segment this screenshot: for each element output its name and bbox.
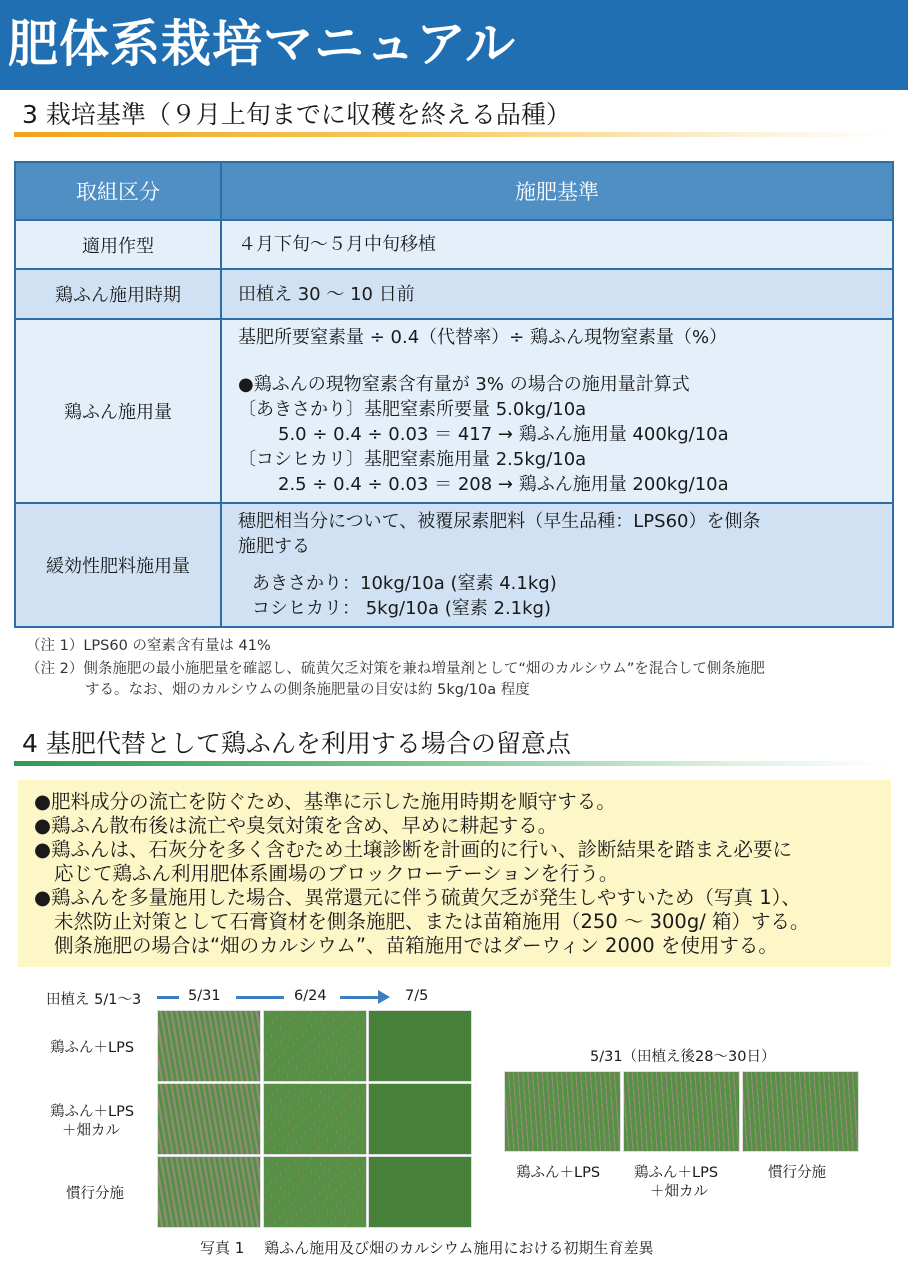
row-key: 適用作型 (15, 220, 221, 269)
field-photo (504, 1071, 621, 1152)
field-photo (368, 1010, 472, 1082)
spacer (238, 559, 892, 571)
table-row (15, 269, 893, 319)
header-banner (0, 0, 908, 90)
calc-line: 2.5 ÷ 0.4 ÷ 0.03 ＝ 208 → 鶏ふん施用量 200kg/10a (278, 474, 729, 495)
note-2-cont: する。なお、畑のカルシウムの側条施肥量の目安は約 5kg/10a 程度 (85, 682, 530, 698)
page-title: 肥体系栽培マニュアル (8, 15, 516, 73)
value-line: あきさかり：10kg/10a (窒素 4.1kg) (252, 573, 557, 594)
table-header-row (15, 162, 893, 220)
timeline-date: 5/31 (188, 988, 221, 1004)
variety-line: 〔あきさかり〕基肥窒素所要量 5.0kg/10a (238, 399, 587, 420)
value-line: コシヒカリ： 5kg/10a (窒素 2.1kg) (252, 598, 551, 619)
row-key: 鶏ふん施用時期 (15, 269, 221, 319)
bullet-item-cont: 側条施肥の場合は“畑のカルシウム”、苗箱施用ではダーウィン 2000 を使用する。 (54, 934, 778, 957)
photo-row-label: 鶏ふん＋LPS (50, 1104, 135, 1120)
field-photo (157, 1010, 261, 1082)
value-line: 穂肥相当分について、被覆尿素肥料（早生品種：LPS60）を側条 (238, 511, 761, 532)
bullet-item-cont: 応じて鶏ふん利用肥体系圃場のブロックローテーションを行う。 (54, 862, 619, 885)
bullet-item: ●鶏ふんを多量施用した場合、異常還元に伴う硫黄欠乏が発生しやすいため（写真 1）、 (34, 886, 801, 909)
variety-line: 〔コシヒカリ〕基肥窒素施用量 2.5kg/10a (238, 449, 587, 470)
field-photo (368, 1083, 472, 1155)
timeline-arrow (236, 996, 284, 999)
field-photo (263, 1010, 367, 1082)
row-value (221, 503, 893, 627)
row-value: ４月下旬～５月中旬移植 (221, 220, 893, 269)
field-photo (263, 1156, 367, 1228)
notice-box (18, 780, 891, 967)
formula-heading: ●鶏ふんの現物窒素含有量が 3% の場合の施用量計算式 (238, 374, 690, 395)
bullet-item: ●鶏ふん散布後は流亡や臭気対策を含め、早めに耕起する。 (34, 814, 558, 837)
standards-table (14, 161, 894, 628)
field-photo (623, 1071, 740, 1152)
right-photo-title: 5/31（田植え後28～30日） (590, 1049, 776, 1065)
photo-row-label: 慣行分施 (66, 1186, 124, 1202)
section4-underline (14, 761, 890, 766)
bullet-item: ●鶏ふんは、石灰分を多く含むため土壌診断を計画的に行い、診断結果を踏まえ必要に (34, 838, 793, 861)
table-row (15, 503, 893, 627)
arrow-head-icon (378, 990, 390, 1004)
photo-row-label: 鶏ふん＋LPS (50, 1040, 135, 1056)
timeline-date: 6/24 (294, 988, 327, 1004)
column-header: 施肥基準 (221, 162, 893, 220)
timeline-start: 田植え 5/1～3 (46, 992, 142, 1008)
timeline-arrow (157, 996, 179, 999)
timeline-date: 7/5 (405, 988, 429, 1004)
section4-heading: 4 基肥代替として鶏ふんを利用する場合の留意点 (22, 729, 571, 758)
right-photo-label: 鶏ふん＋LPS (516, 1165, 601, 1181)
row-value (221, 319, 893, 503)
calc-line: 5.0 ÷ 0.4 ÷ 0.03 ＝ 417 → 鶏ふん施用量 400kg/10a (278, 424, 729, 445)
right-photo-label-cont: ＋畑カル (650, 1184, 708, 1200)
row-key: 緩効性肥料施用量 (15, 503, 221, 627)
field-photo (742, 1071, 859, 1152)
right-photo-label: 鶏ふん＋LPS (634, 1165, 719, 1181)
spacer (238, 350, 892, 372)
table-row (15, 319, 893, 503)
column-header: 取組区分 (15, 162, 221, 220)
formula-line: 基肥所要窒素量 ÷ 0.4（代替率）÷ 鶏ふん現物窒素量（%） (238, 327, 728, 348)
right-photo-label: 慣行分施 (768, 1165, 826, 1181)
value-line: 施肥する (238, 536, 310, 557)
section3-heading: 3 栽培基準（９月上旬までに収穫を終える品種） (22, 100, 571, 129)
bullet-item-cont: 未然防止対策として石膏資材を側条施肥、または苗箱施用（250 ～ 300g/ 箱）する。 (54, 910, 810, 933)
note-2: （注 2）側条施肥の最小施肥量を確認し、硫黄欠乏対策を兼ね増量剤として“畑のカルシウム”を混合して側条施肥 (26, 661, 765, 677)
timeline-arrow (340, 996, 380, 999)
bullet-item: ●肥料成分の流亡を防ぐため、基準に示した施用時期を順守する。 (34, 790, 616, 813)
field-photo (157, 1083, 261, 1155)
row-value: 田植え 30 ～ 10 日前 (221, 269, 893, 319)
section3-underline (14, 132, 890, 137)
row-key: 鶏ふん施用量 (15, 319, 221, 503)
note-1: （注 1）LPS60 の窒素含有量は 41% (26, 638, 271, 654)
photo-caption: 写真 1 鶏ふん施用及び畑のカルシウム施用における初期生育差異 (200, 1239, 654, 1257)
table-row (15, 220, 893, 269)
field-photo (368, 1156, 472, 1228)
field-photo (157, 1156, 261, 1228)
photo-row-label-cont: ＋畑カル (62, 1123, 120, 1139)
field-photo (263, 1083, 367, 1155)
